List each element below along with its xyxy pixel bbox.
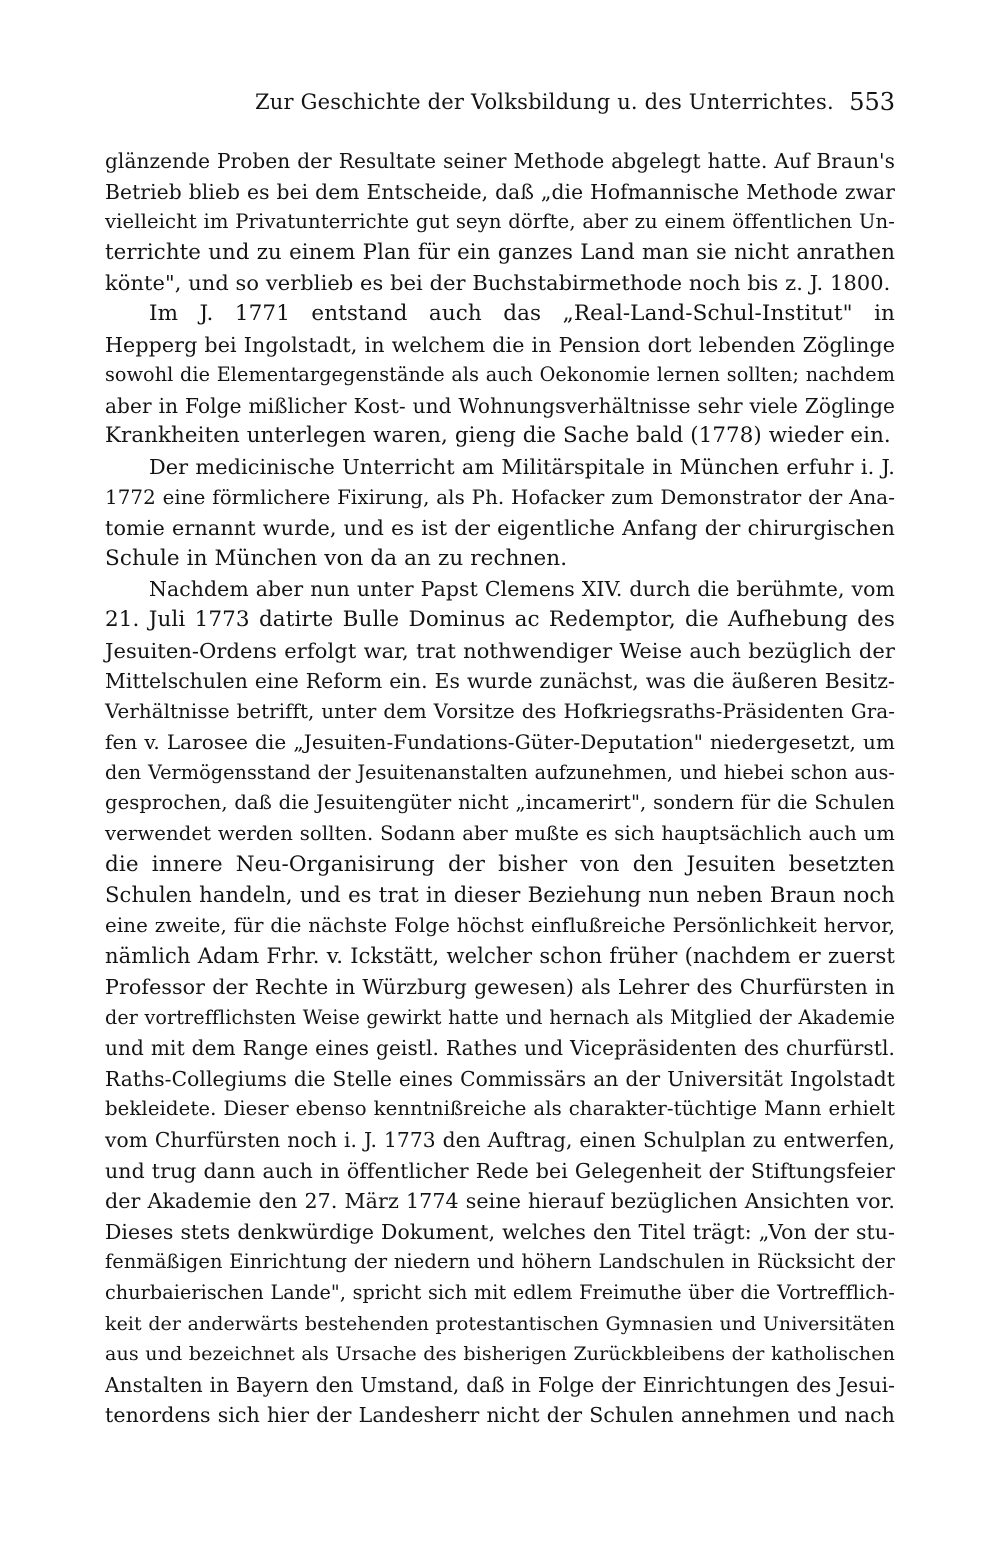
text-line: vom Churfürsten noch i. J. 1773 den Auftrag, einen Schulplan zu entwerfen, (105, 1128, 895, 1152)
text-line: Raths-Collegiums die Stelle eines Commissärs an der Universität Ingolstadt (105, 1066, 895, 1091)
text-line: tomie ernannt wurde, und es ist der eigentliche Anfang der chirurgischen (105, 516, 895, 541)
text-line: Mittelschulen eine Reform ein. Es wurde zunächst, was die äußeren Besitz- (105, 669, 895, 694)
text-line: den Vermögensstand der Jesuitenanstalten aufzunehmen, und hiebei schon aus- (105, 760, 895, 784)
text-line: tenordens sich hier der Landesherr nicht der Schulen annehmen und nach (105, 1403, 895, 1428)
text-line: der Akademie den 27. März 1774 seine hierauf bezüglichen Ansichten vor. (105, 1189, 895, 1214)
text-line: Professor der Rechte in Würzburg gewesen) als Lehrer des Churfürsten in (105, 975, 895, 1000)
text-line: Jesuiten-Ordens erfolgt war, trat nothwendiger Weise auch bezüglich der (105, 638, 895, 663)
text-line: terrichte und zu einem Plan für ein ganzes Land man sie nicht anrathen (105, 239, 895, 265)
text-line: aber in Folge mißlicher Kost- und Wohnungsverhältnisse sehr viele Zöglinge (105, 393, 895, 418)
text-line: und mit dem Range eines geistl. Rathes und Vicepräsidenten des churfürstl. (105, 1036, 895, 1061)
text-line: aus und bezeichnet als Ursache des bisherigen Zurückbleibens der katholischen (105, 1343, 895, 1366)
text-line: vielleicht im Privatunterrichte gut seyn dörfte, aber zu einem öffentlichen Un- (105, 210, 895, 234)
text-line: fen v. Larosee die „Jesuiten-Fundations-Güter-Deputation" niedergesetzt, um (105, 730, 895, 755)
text-line: Schulen handeln, und es trat in dieser Beziehung nun neben Braun noch (105, 882, 895, 908)
text-line: Der medicinische Unterricht am Militärspitale in München erfuhr i. J. (149, 454, 895, 479)
text-line: könte", und so verblieb es bei der Buchstabirmethode noch bis z. J. 1800. (105, 271, 891, 296)
text-line: sowohl die Elementargegenstände als auch Oekonomie lernen sollten; nachdem (105, 363, 895, 387)
text-line: Hepperg bei Ingolstadt, in welchem die in Pension dort lebenden Zöglinge (105, 332, 895, 357)
text-line: verwendet werden sollten. Sodann aber mußte es sich hauptsächlich auch um (105, 822, 895, 846)
text-line: Nachdem aber nun unter Papst Clemens XIV. durch die berühmte, vom (149, 577, 895, 602)
text-line: 1772 eine förmlichere Fixirung, als Ph. Hofacker zum Demonstrator der Ana- (105, 485, 895, 509)
text-line: glänzende Proben der Resultate seiner Methode abgelegt hatte. Auf Braun's (105, 149, 895, 173)
page-number: 553 (849, 88, 895, 116)
text-line: und trug dann auch in öffentlicher Rede bei Gelegenheit der Stiftungsfeier (105, 1158, 895, 1183)
text-line: Dieses stets denkwürdige Dokument, welches den Titel trägt: „Von der stu- (105, 1219, 895, 1244)
text-line: Krankheiten unterlegen waren, gieng die Sache bald (1778) wieder ein. (105, 423, 891, 449)
text-line: keit der anderwärts bestehenden protestantischen Gymnasien und Universitäten (105, 1312, 895, 1335)
text-line: die innere Neu-Organisirung der bisher von den Jesuiten besetzten (105, 851, 895, 877)
text-line: Anstalten in Bayern den Umstand, daß in Folge der Einrichtungen des Jesui- (105, 1372, 895, 1397)
text-line: Verhältnisse betrifft, unter dem Vorsitze des Hofkriegsraths-Präsidenten Gra- (105, 699, 895, 723)
text-line: Schule in München von da an zu rechnen. (105, 545, 568, 571)
running-head: Zur Geschichte der Volksbildung u. des Unterrichtes. (255, 90, 834, 114)
text-line: 21. Juli 1773 datirte Bulle Dominus ac Redemptor, die Aufhebung des (105, 606, 895, 632)
text-line: bekleidete. Dieser ebenso kenntnißreiche als charakter-tüchtige Mann erhielt (105, 1097, 895, 1121)
text-line: Im J. 1771 entstand auch das „Real-Land-Schul-Institut" in (149, 300, 895, 326)
text-line: fenmäßigen Einrichtung der niedern und höhern Landschulen in Rücksicht der (105, 1250, 895, 1274)
page-header (105, 88, 895, 124)
text-line: gesprochen, daß die Jesuitengüter nicht „incamerirt", sondern für die Schulen (105, 791, 895, 815)
text-line: der vortrefflichsten Weise gewirkt hatte und hernach als Mitglied der Akademie (105, 1005, 895, 1029)
text-line: eine zweite, für die nächste Folge höchst einflußreiche Persönlichkeit hervor, (105, 913, 895, 937)
text-line: Betrieb blieb es bei dem Entscheide, daß „die Hofmannische Methode zwar (105, 179, 895, 204)
body-text (105, 146, 895, 1431)
text-line: nämlich Adam Frhr. v. Ickstätt, welcher schon früher (nachdem er zuerst (105, 943, 895, 969)
text-line: churbaierischen Lande", spricht sich mit edlem Freimuthe über die Vortrefflich- (105, 1280, 895, 1304)
